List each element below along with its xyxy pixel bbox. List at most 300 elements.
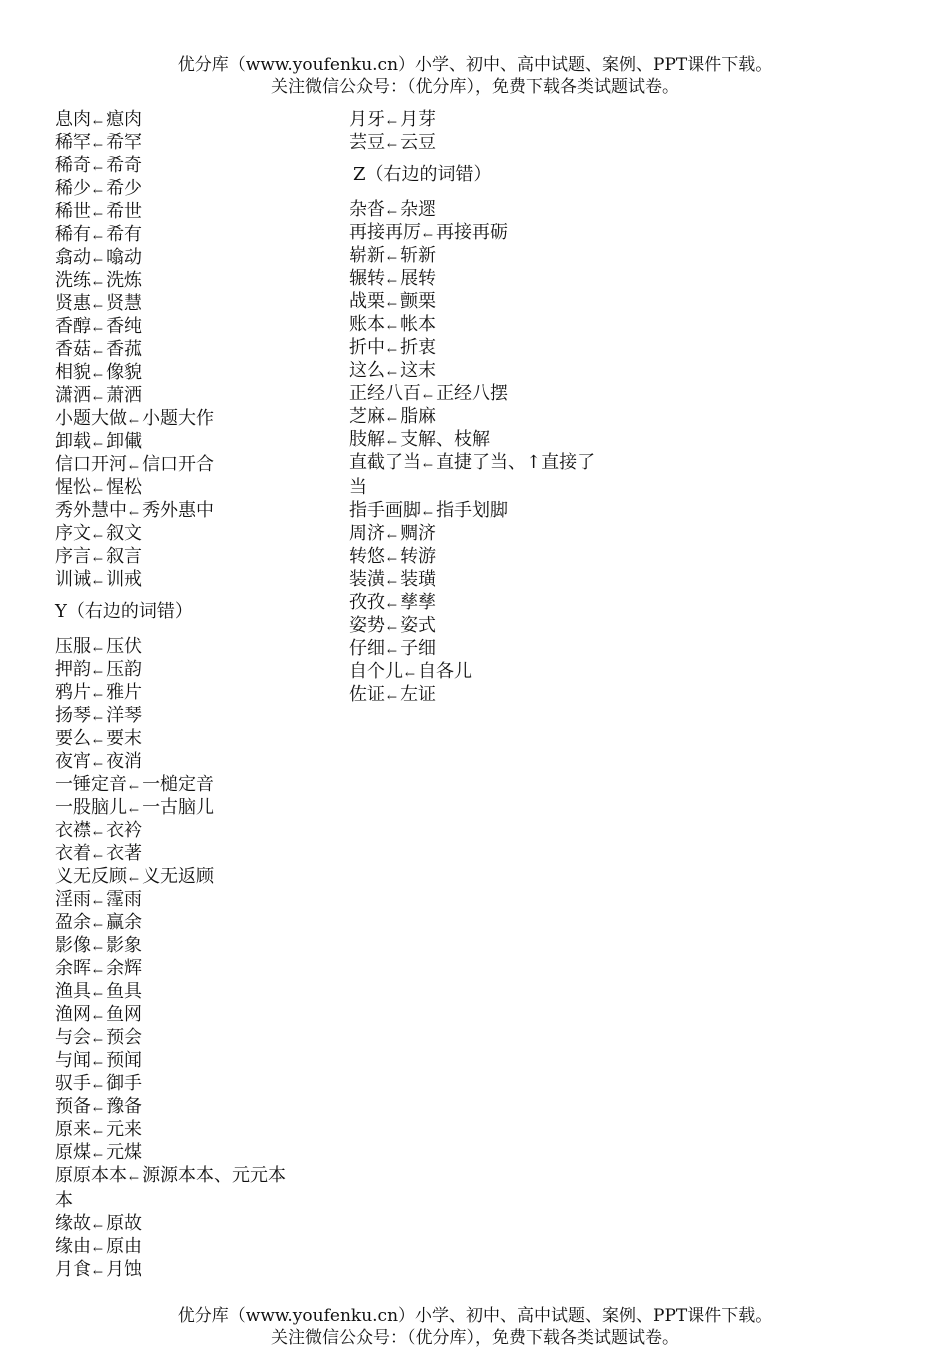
arrow-left-icon: ← — [93, 552, 104, 566]
correct-word: 月牙 — [349, 109, 385, 130]
entry-list-y-cont — [349, 108, 729, 154]
arrow-left-icon: ← — [93, 138, 104, 152]
arrow-left-icon: ← — [129, 506, 140, 520]
wrong-word: 这末 — [400, 360, 437, 381]
correct-word: 芝麻 — [349, 406, 385, 427]
correct-word: 战栗 — [349, 291, 385, 312]
entry-row — [349, 244, 729, 267]
entry-row — [55, 407, 345, 430]
entry-row — [55, 338, 345, 361]
correct-word: 义无反顾 — [55, 866, 127, 887]
correct-word: 孜孜 — [349, 592, 385, 613]
correct-word: 余晖 — [55, 958, 91, 979]
arrow-left-icon: ← — [93, 230, 104, 244]
arrow-left-icon: ← — [93, 483, 104, 497]
correct-word: 渔具 — [55, 981, 91, 1002]
correct-word: 淫雨 — [55, 889, 91, 910]
wrong-word: 赢余 — [106, 912, 143, 933]
wrong-word: 源源本本、元元本本 — [55, 1165, 287, 1211]
wrong-word: 夜消 — [106, 751, 143, 772]
arrow-left-icon: ← — [93, 1033, 104, 1047]
right-column — [349, 108, 729, 706]
entry-list-y-end — [55, 1212, 345, 1281]
header-line-1: 优分库（www.youfenku.cn）小学、初中、高中试题、案例、PPT课件下载。 — [177, 55, 773, 75]
wrong-word: 惺松 — [106, 477, 143, 498]
arrow-left-icon: ← — [93, 299, 104, 313]
arrow-left-icon: ← — [93, 345, 104, 359]
correct-word: 潇洒 — [55, 385, 91, 406]
left-column — [55, 108, 345, 1281]
correct-word: 衣襟 — [55, 820, 91, 841]
arrow-left-icon: ← — [387, 621, 398, 635]
section-heading-y: Y（右边的词错） — [55, 601, 193, 622]
entry-row — [349, 267, 729, 290]
entry-row — [349, 637, 729, 660]
arrow-left-icon: ← — [93, 322, 104, 336]
entry-row — [55, 865, 345, 888]
correct-word: 肢解 — [349, 429, 385, 450]
entry-row — [349, 221, 729, 244]
entry-row — [55, 934, 345, 957]
arrow-left-icon: ← — [405, 667, 416, 681]
arrow-left-icon: ← — [93, 184, 104, 198]
wrong-word: 颤栗 — [400, 291, 437, 312]
arrow-left-icon: ← — [93, 253, 104, 267]
arrow-left-icon: ← — [387, 320, 398, 334]
arrow-left-icon: ← — [129, 803, 140, 817]
arrow-left-icon: ← — [93, 711, 104, 725]
arrow-left-icon: ← — [129, 1171, 140, 1185]
entry-row — [349, 336, 729, 359]
entry-row — [55, 980, 345, 1003]
arrow-left-icon: ← — [129, 872, 140, 886]
entry-list-z — [349, 198, 729, 451]
wrong-word: 一槌定音 — [142, 774, 215, 795]
wrong-word: 转游 — [400, 546, 437, 567]
correct-word: 稀有 — [55, 224, 91, 245]
wrong-word: 直捷了当、↑直接了当 — [349, 452, 596, 498]
footer-line-2: 关注微信公众号：（优分库），免费下载各类试题试卷。 — [271, 1328, 679, 1348]
wrong-word: 叙言 — [106, 546, 143, 567]
wrong-word: 秀外惠中 — [142, 500, 215, 521]
arrow-left-icon: ← — [93, 826, 104, 840]
wrong-word: 贤慧 — [106, 293, 143, 314]
correct-word: 渔网 — [55, 1004, 91, 1025]
wrong-word: 正经八摆 — [436, 383, 509, 404]
entry-row — [349, 499, 729, 522]
page-header — [0, 54, 950, 98]
entry-row — [55, 154, 345, 177]
wrong-word: 信口开合 — [142, 454, 215, 475]
wrong-word: 洋琴 — [106, 705, 143, 726]
entry-row — [349, 545, 729, 568]
wrong-word: 斩新 — [400, 245, 437, 266]
wrong-word: 压韵 — [106, 659, 143, 680]
arrow-left-icon: ← — [387, 529, 398, 543]
arrow-left-icon: ← — [93, 1242, 104, 1256]
entry-row — [349, 198, 729, 221]
correct-word: 贤惠 — [55, 293, 91, 314]
wrong-word: 一古脑儿 — [142, 797, 215, 818]
correct-word: 正经八百 — [349, 383, 421, 404]
correct-word: 与闻 — [55, 1050, 91, 1071]
entry-row — [349, 313, 729, 336]
entry-row — [55, 269, 345, 292]
wrong-word: 希有 — [106, 224, 143, 245]
wrong-word: 豫备 — [106, 1096, 143, 1117]
correct-word: 卸载 — [55, 431, 91, 452]
entry-row — [55, 223, 345, 246]
arrow-left-icon: ← — [129, 460, 140, 474]
correct-word: 直截了当 — [349, 452, 421, 473]
correct-word: 衣着 — [55, 843, 91, 864]
entry-row — [349, 660, 729, 683]
correct-word: 辗转 — [349, 268, 385, 289]
entry-row — [55, 476, 345, 499]
arrow-left-icon: ← — [93, 161, 104, 175]
arrow-left-icon: ← — [93, 642, 104, 656]
page-footer — [0, 1305, 950, 1349]
correct-word: 姿势 — [349, 615, 385, 636]
correct-word: 转悠 — [349, 546, 385, 567]
arrow-left-icon: ← — [129, 414, 140, 428]
wrong-word: 鱼网 — [106, 1004, 143, 1025]
entry-row — [55, 957, 345, 980]
correct-word: 信口开河 — [55, 454, 127, 475]
correct-word: 鸦片 — [55, 682, 91, 703]
correct-word: 预备 — [55, 1096, 91, 1117]
correct-word: 缘故 — [55, 1213, 91, 1234]
correct-word: 香菇 — [55, 339, 91, 360]
entry-row — [55, 292, 345, 315]
wrong-word: 压伏 — [106, 636, 143, 657]
correct-word: 指手画脚 — [349, 500, 421, 521]
wrong-word: 萧洒 — [106, 385, 143, 406]
entry-list-z-end — [349, 499, 729, 706]
wrong-word: 月蚀 — [106, 1259, 143, 1280]
arrow-left-icon: ← — [93, 276, 104, 290]
entry-row — [349, 108, 729, 131]
wrong-word: 孳孳 — [400, 592, 437, 613]
correct-word: 压服 — [55, 636, 91, 657]
entry-row — [55, 888, 345, 911]
entry-row — [55, 1118, 345, 1141]
arrow-left-icon: ← — [93, 1079, 104, 1093]
entry-row — [55, 704, 345, 727]
correct-word: 扬琴 — [55, 705, 91, 726]
entry-row — [55, 911, 345, 934]
correct-word: 这么 — [349, 360, 385, 381]
entry-list-y — [55, 635, 345, 1164]
arrow-left-icon: ← — [93, 391, 104, 405]
entry-row — [55, 499, 345, 522]
entry-row — [349, 131, 729, 154]
correct-word: 月食 — [55, 1259, 91, 1280]
entry-row — [55, 200, 345, 223]
correct-word: 要么 — [55, 728, 91, 749]
header-line-2: 关注微信公众号：（优分库），免费下载各类试题试卷。 — [271, 77, 679, 97]
correct-word: 息肉 — [55, 109, 91, 130]
wrong-word: 余辉 — [106, 958, 143, 979]
entry-row — [55, 1095, 345, 1118]
wrong-word: 姿式 — [400, 615, 437, 636]
wrong-word: 元煤 — [106, 1142, 143, 1163]
arrow-left-icon: ← — [93, 757, 104, 771]
correct-word: 稀世 — [55, 201, 91, 222]
correct-word: 稀罕 — [55, 132, 91, 153]
correct-word: 惺忪 — [55, 477, 91, 498]
arrow-left-icon: ← — [423, 506, 434, 520]
wrong-word: 指手划脚 — [436, 500, 509, 521]
wrong-word: 希奇 — [106, 155, 143, 176]
section-heading-z: Z（右边的词错） — [353, 164, 492, 185]
correct-word: 再接再厉 — [349, 222, 421, 243]
arrow-left-icon: ← — [387, 138, 398, 152]
wrong-word: 预会 — [106, 1027, 143, 1048]
entry-row — [349, 591, 729, 614]
correct-word: 驭手 — [55, 1073, 91, 1094]
arrow-left-icon: ← — [93, 1102, 104, 1116]
arrow-left-icon: ← — [387, 115, 398, 129]
arrow-left-icon: ← — [93, 575, 104, 589]
entry-row — [55, 522, 345, 545]
correct-word: 稀奇 — [55, 155, 91, 176]
correct-word: 杂沓 — [349, 199, 385, 220]
wrong-word: 预闻 — [106, 1050, 143, 1071]
wrong-word: 帐本 — [400, 314, 437, 335]
wrong-word: 原由 — [106, 1236, 143, 1257]
arrow-left-icon: ← — [387, 366, 398, 380]
wrong-word: 支解、枝解 — [400, 429, 491, 450]
correct-word: 自个儿 — [349, 661, 403, 682]
entry-row — [55, 315, 345, 338]
wrong-word: 小题大作 — [142, 408, 215, 429]
arrow-left-icon: ← — [93, 987, 104, 1001]
correct-word: 一锤定音 — [55, 774, 127, 795]
correct-word: 账本 — [349, 314, 385, 335]
entry-row — [55, 131, 345, 154]
arrow-left-icon: ← — [387, 435, 398, 449]
wrong-word: 赒济 — [400, 523, 437, 544]
arrow-left-icon: ← — [387, 598, 398, 612]
wrong-word: 噏动 — [106, 247, 143, 268]
wrong-word: 希罕 — [106, 132, 143, 153]
arrow-left-icon: ← — [387, 552, 398, 566]
arrow-left-icon: ← — [387, 274, 398, 288]
arrow-left-icon: ← — [387, 251, 398, 265]
wrong-word: 自各儿 — [418, 661, 473, 682]
arrow-left-icon: ← — [93, 1265, 104, 1279]
arrow-left-icon: ← — [387, 205, 398, 219]
arrow-left-icon: ← — [387, 690, 398, 704]
wrong-word: 原故 — [106, 1213, 143, 1234]
wrong-word: 香菰 — [106, 339, 143, 360]
arrow-left-icon: ← — [387, 297, 398, 311]
arrow-left-icon: ← — [93, 115, 104, 129]
entry-row — [55, 635, 345, 658]
entry-row — [55, 1026, 345, 1049]
entry-row — [55, 842, 345, 865]
arrow-left-icon: ← — [93, 918, 104, 932]
correct-word: 缘由 — [55, 1236, 91, 1257]
correct-word: 佐证 — [349, 684, 385, 705]
entry-row — [55, 108, 345, 131]
entry-row — [349, 382, 729, 405]
wrong-word: 左证 — [400, 684, 437, 705]
footer-line-1: 优分库（www.youfenku.cn）小学、初中、高中试题、案例、PPT课件下载。 — [177, 1306, 773, 1326]
correct-word: 折中 — [349, 337, 385, 358]
wrong-word: 再接再砺 — [436, 222, 509, 243]
arrow-left-icon: ← — [93, 207, 104, 221]
correct-word: 崭新 — [349, 245, 385, 266]
arrow-left-icon: ← — [93, 1056, 104, 1070]
wrong-word: 要末 — [106, 728, 143, 749]
wrong-word: 云豆 — [400, 132, 437, 153]
correct-word: 夜宵 — [55, 751, 91, 772]
correct-word: 序文 — [55, 523, 91, 544]
correct-word: 与会 — [55, 1027, 91, 1048]
arrow-left-icon: ← — [93, 734, 104, 748]
entry-row — [55, 727, 345, 750]
wrong-word: 霪雨 — [106, 889, 143, 910]
arrow-left-icon: ← — [129, 780, 140, 794]
wrapped-entry — [349, 451, 599, 499]
arrow-left-icon: ← — [93, 849, 104, 863]
wrong-word: 衣衿 — [106, 820, 143, 841]
arrow-left-icon: ← — [93, 941, 104, 955]
entry-row — [55, 568, 345, 591]
arrow-left-icon: ← — [423, 458, 434, 472]
entry-row — [349, 614, 729, 637]
arrow-left-icon: ← — [387, 343, 398, 357]
correct-word: 翕动 — [55, 247, 91, 268]
wrong-word: 衣著 — [106, 843, 143, 864]
wrapped-entry — [55, 1164, 295, 1212]
entry-row — [349, 683, 729, 706]
wrong-word: 叙文 — [106, 523, 143, 544]
wrong-word: 元来 — [106, 1119, 143, 1140]
entry-row — [349, 359, 729, 382]
wrong-word: 脂麻 — [400, 406, 437, 427]
arrow-left-icon: ← — [387, 412, 398, 426]
correct-word: 稀少 — [55, 178, 91, 199]
arrow-left-icon: ← — [423, 389, 434, 403]
entry-row — [349, 522, 729, 545]
correct-word: 训诫 — [55, 569, 91, 590]
wrong-word: 鱼具 — [106, 981, 143, 1002]
wrong-word: 杂遝 — [400, 199, 437, 220]
wrong-word: 御手 — [106, 1073, 143, 1094]
arrow-left-icon: ← — [93, 1148, 104, 1162]
entry-row — [349, 568, 729, 591]
wrong-word: 展转 — [400, 268, 437, 289]
entry-row — [55, 796, 345, 819]
arrow-left-icon: ← — [387, 644, 398, 658]
entry-row — [349, 290, 729, 313]
entry-row — [55, 1212, 345, 1235]
arrow-left-icon: ← — [387, 575, 398, 589]
correct-word: 盈余 — [55, 912, 91, 933]
correct-word: 小题大做 — [55, 408, 127, 429]
correct-word: 相貌 — [55, 362, 91, 383]
wrong-word: 月芽 — [400, 109, 437, 130]
correct-word: 香醇 — [55, 316, 91, 337]
correct-word: 仔细 — [349, 638, 385, 659]
entry-row — [55, 430, 345, 453]
entry-row — [55, 1235, 345, 1258]
entry-row — [55, 1003, 345, 1026]
wrong-word: 瘜肉 — [106, 109, 143, 130]
correct-word: 押韵 — [55, 659, 91, 680]
entry-row — [55, 1258, 345, 1281]
wrong-word: 雅片 — [106, 682, 143, 703]
entry-row — [55, 658, 345, 681]
wrong-word: 卸儎 — [106, 431, 143, 452]
correct-word: 原原本本 — [55, 1165, 127, 1186]
arrow-left-icon: ← — [93, 437, 104, 451]
correct-word: 影像 — [55, 935, 91, 956]
entry-row — [55, 681, 345, 704]
wrong-word: 香纯 — [106, 316, 143, 337]
entry-row — [349, 428, 729, 451]
arrow-left-icon: ← — [93, 1125, 104, 1139]
entry-list-x — [55, 108, 345, 591]
wrong-word: 希少 — [106, 178, 143, 199]
entry-row — [55, 819, 345, 842]
entry-row — [55, 750, 345, 773]
correct-word: 周济 — [349, 523, 385, 544]
correct-word: 装潢 — [349, 569, 385, 590]
wrong-word: 希世 — [106, 201, 143, 222]
arrow-left-icon: ← — [93, 1010, 104, 1024]
arrow-left-icon: ← — [93, 368, 104, 382]
arrow-left-icon: ← — [93, 1219, 104, 1233]
entry-row — [55, 1072, 345, 1095]
entry-row — [55, 384, 345, 407]
arrow-left-icon: ← — [93, 964, 104, 978]
wrong-word: 装璜 — [400, 569, 437, 590]
entry-row — [55, 177, 345, 200]
wrong-word: 像貌 — [106, 362, 143, 383]
correct-word: 一股脑儿 — [55, 797, 127, 818]
wrong-word: 影象 — [106, 935, 143, 956]
wrong-word: 折衷 — [400, 337, 437, 358]
entry-row — [55, 361, 345, 384]
entry-row — [55, 1141, 345, 1164]
correct-word: 原煤 — [55, 1142, 91, 1163]
entry-row — [55, 1049, 345, 1072]
arrow-left-icon: ← — [93, 529, 104, 543]
entry-row — [55, 246, 345, 269]
entry-row — [349, 405, 729, 428]
correct-word: 序言 — [55, 546, 91, 567]
arrow-left-icon: ← — [93, 665, 104, 679]
arrow-left-icon: ← — [93, 895, 104, 909]
wrong-word: 洗炼 — [106, 270, 143, 291]
correct-word: 芸豆 — [349, 132, 385, 153]
correct-word: 洗练 — [55, 270, 91, 291]
arrow-left-icon: ← — [423, 228, 434, 242]
arrow-left-icon: ← — [93, 688, 104, 702]
entry-row — [55, 545, 345, 568]
correct-word: 原来 — [55, 1119, 91, 1140]
entry-row — [55, 453, 345, 476]
entry-row — [55, 773, 345, 796]
wrong-word: 义无返顾 — [142, 866, 215, 887]
wrong-word: 训戒 — [106, 569, 143, 590]
correct-word: 秀外慧中 — [55, 500, 127, 521]
wrong-word: 子细 — [400, 638, 437, 659]
